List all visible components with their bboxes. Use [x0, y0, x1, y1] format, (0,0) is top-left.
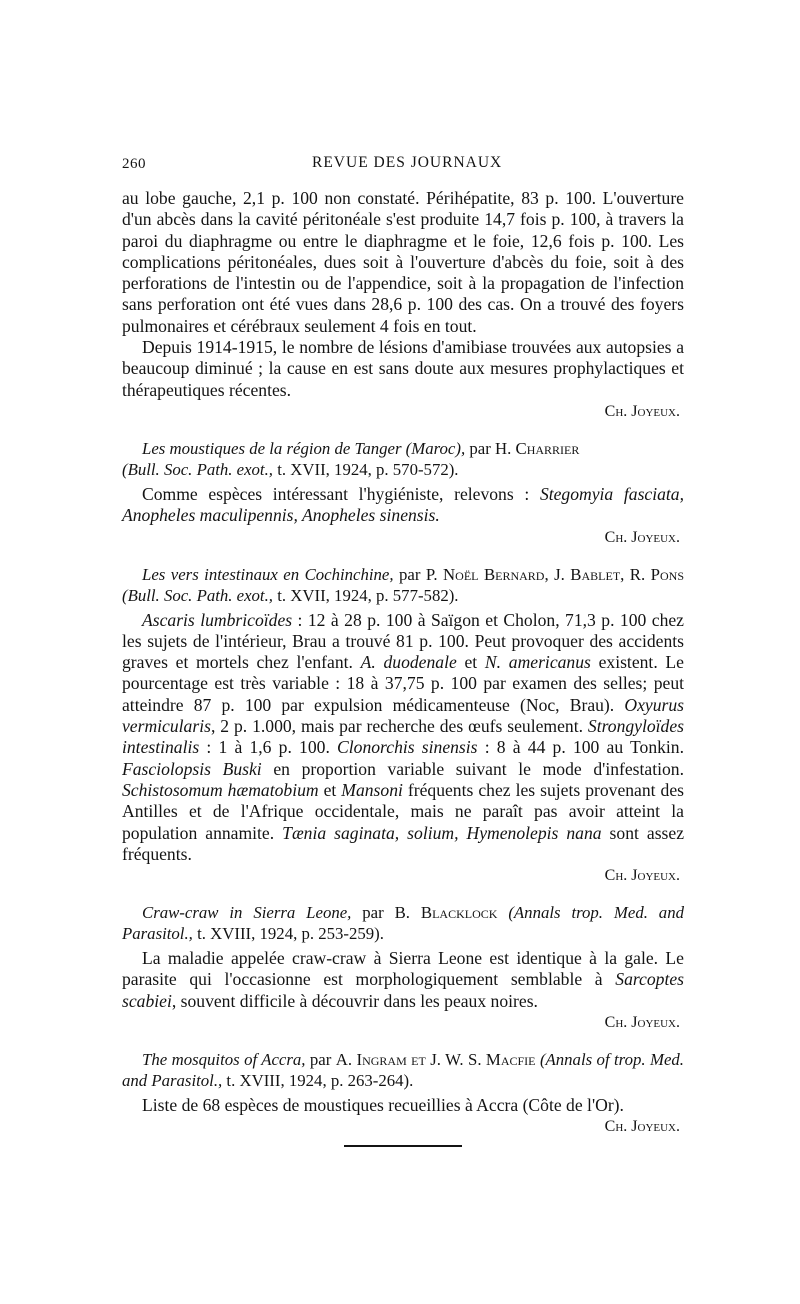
reviewer-signature: Ch. Joyeux. — [604, 1118, 680, 1136]
review-citation-vers-cochinchine — [122, 564, 684, 606]
article-author: B. Blacklock — [394, 903, 498, 923]
journal-source: (Annals of trop. Med. and Parasitol., — [122, 1050, 684, 1091]
section-divider-rule — [344, 1145, 462, 1147]
journal-page — [122, 150, 684, 1147]
journal-source: (Annals trop. Med. and Parasitol., — [122, 903, 684, 944]
species-name: Clonorchis sinensis — [337, 737, 478, 758]
review-body: Liste de 68 espèces de moustiques recueillies à Accra (Côte de l'Or). — [142, 1095, 624, 1116]
review-text: , 2 p. 1.000, mais par recherche des œufs seulement. — [210, 716, 588, 737]
reviewer-signature: Ch. Joyeux. — [604, 528, 680, 546]
article-author: H. Charrier — [495, 438, 580, 458]
species-name: Schistosomum hæmatobium — [122, 779, 319, 800]
review-text: , souvent difficile à découvrir dans les peaux noires. — [171, 990, 538, 1011]
species-name: Strongyloïdes intestinalis — [122, 716, 684, 758]
review-text: sont assez fréquents. — [122, 822, 685, 864]
review-text: et — [318, 779, 342, 800]
review-citation-moustiques-tanger — [122, 438, 684, 480]
review-text: en proportion variable suivant le mode d'infestation. — [261, 758, 684, 779]
species-name: Ascaris lumbricoïdes — [142, 609, 293, 630]
citation-by: par — [465, 438, 495, 458]
reviewer-signature: Ch. Joyeux. — [604, 867, 680, 885]
species-name: Fasciolopsis Buski — [122, 758, 262, 779]
article-title: Craw-craw in Sierra Leone, — [142, 903, 352, 923]
continuation-paragraph: au lobe gauche, 2,1 p. 100 non constaté. Périhépatite, 83 p. 100. L'ouverture d'un abcès dans la cavité péritonéale s'est produite 14,7 fois p. 100, à travers la paroi du diaphragme ou entre le diaphragme et le foie, 12,6 fois p. 100. Les complications péritonéales, dues soit à l'ouverture d'abcès du foie, soit à des perforations de l'intestin ou de l'appendice, soit à la propagation de l'infection sans perforation ont été vues dans 28,6 p. 100 des cas. On a trouvé des foyers pulmonaires et cérébraux seulement 4 fois en tout. — [122, 188, 684, 336]
article-title: The mosquitos of Accra, — [142, 1050, 306, 1070]
review-citation-craw-craw — [122, 902, 684, 944]
review-body — [122, 484, 684, 527]
species-name: N. americanus — [484, 652, 591, 673]
reviewer-signature: Ch. Joyeux. — [604, 1014, 680, 1032]
review-text: La maladie appelée craw-craw à Sierra Leone est identique à la gale. Le parasite qui l'occasionne est morphologiquement semblable à — [122, 948, 684, 990]
journal-reference: t. XVIII, 1924, p. 253-259). — [192, 924, 384, 944]
species-name: Sarcoptes scabiei — [122, 969, 684, 1011]
review-text: et — [456, 652, 485, 673]
journal-reference: t. XVII, 1924, p. 570-572). — [273, 459, 459, 479]
journal-reference: t. XVIII, 1924, p. 263-264). — [222, 1071, 414, 1091]
review-text: Comme espèces intéressant l'hygiéniste, relevons : — [142, 483, 540, 504]
review-body — [122, 948, 684, 1012]
review-citation-mosquitos-accra — [122, 1049, 684, 1091]
reviewer-signature: Ch. Joyeux. — [604, 402, 680, 420]
running-head — [122, 150, 684, 176]
article-title: Les moustiques de la région de Tanger (Maroc), — [142, 438, 466, 458]
article-title: Les vers intestinaux en Cochinchine, — [142, 564, 394, 584]
review-text: : 8 à 44 p. 100 au Tonkin. — [477, 737, 684, 758]
species-name: Oxyurus vermicularis — [122, 694, 684, 737]
review-text: : 1 à 1,6 p. 100. — [199, 737, 338, 758]
journal-source: (Bull. Soc. Path. exot., — [122, 459, 273, 479]
review-text: fréquents chez les sujets provenant des Antilles et de l'Afrique occidentale, mais ne paraît pas avoir atteint la population annamite. — [122, 779, 684, 843]
journal-source: (Bull. Soc. Path. exot., — [122, 585, 273, 605]
article-author: A. Ingram et J. W. S. Macfie — [335, 1050, 536, 1070]
citation-by: par — [393, 564, 426, 584]
review-text: : 12 à 28 p. 100 à Saïgon et Cholon, 71,3 p. 100 chez les sujets de l'intérieur, Brau a trouvé 81 p. 100. Peut provoquer des accidents graves et mortels chez l'enfant. — [122, 609, 684, 673]
species-name: A. duodenale — [360, 652, 457, 673]
page-number: 260 — [122, 156, 146, 172]
article-author: P. Noël Bernard, J. Bablet, R. Pons — [425, 564, 684, 584]
continuation-paragraph-2: Depuis 1914-1915, le nombre de lésions d'amibiase trouvées aux autopsies a beaucoup diminué ; la cause en est sans doute aux mesures prophylactiques et thérapeutiques récentes. — [122, 337, 684, 400]
journal-reference: t. XVII, 1924, p. 577-582). — [273, 585, 459, 605]
review-text: existent. Le pourcentage est très variable : 18 à 37,75 p. 100 par examen des selles; peut atteindre 87 p. 100 par expulsion médicamenteuse (Noc, Brau). — [122, 652, 684, 715]
species-name: Mansoni — [341, 779, 403, 800]
review-body — [122, 610, 684, 866]
species-name: Tænia saginata, solium, Hymenolepis nana — [282, 822, 602, 843]
citation-by: par — [351, 903, 395, 923]
species-list: Stegomyia fasciata, Anopheles maculipennis, Anopheles sinensis. — [122, 483, 684, 526]
journal-title: REVUE DES JOURNAUX — [312, 154, 503, 171]
citation-by: par — [305, 1050, 336, 1070]
